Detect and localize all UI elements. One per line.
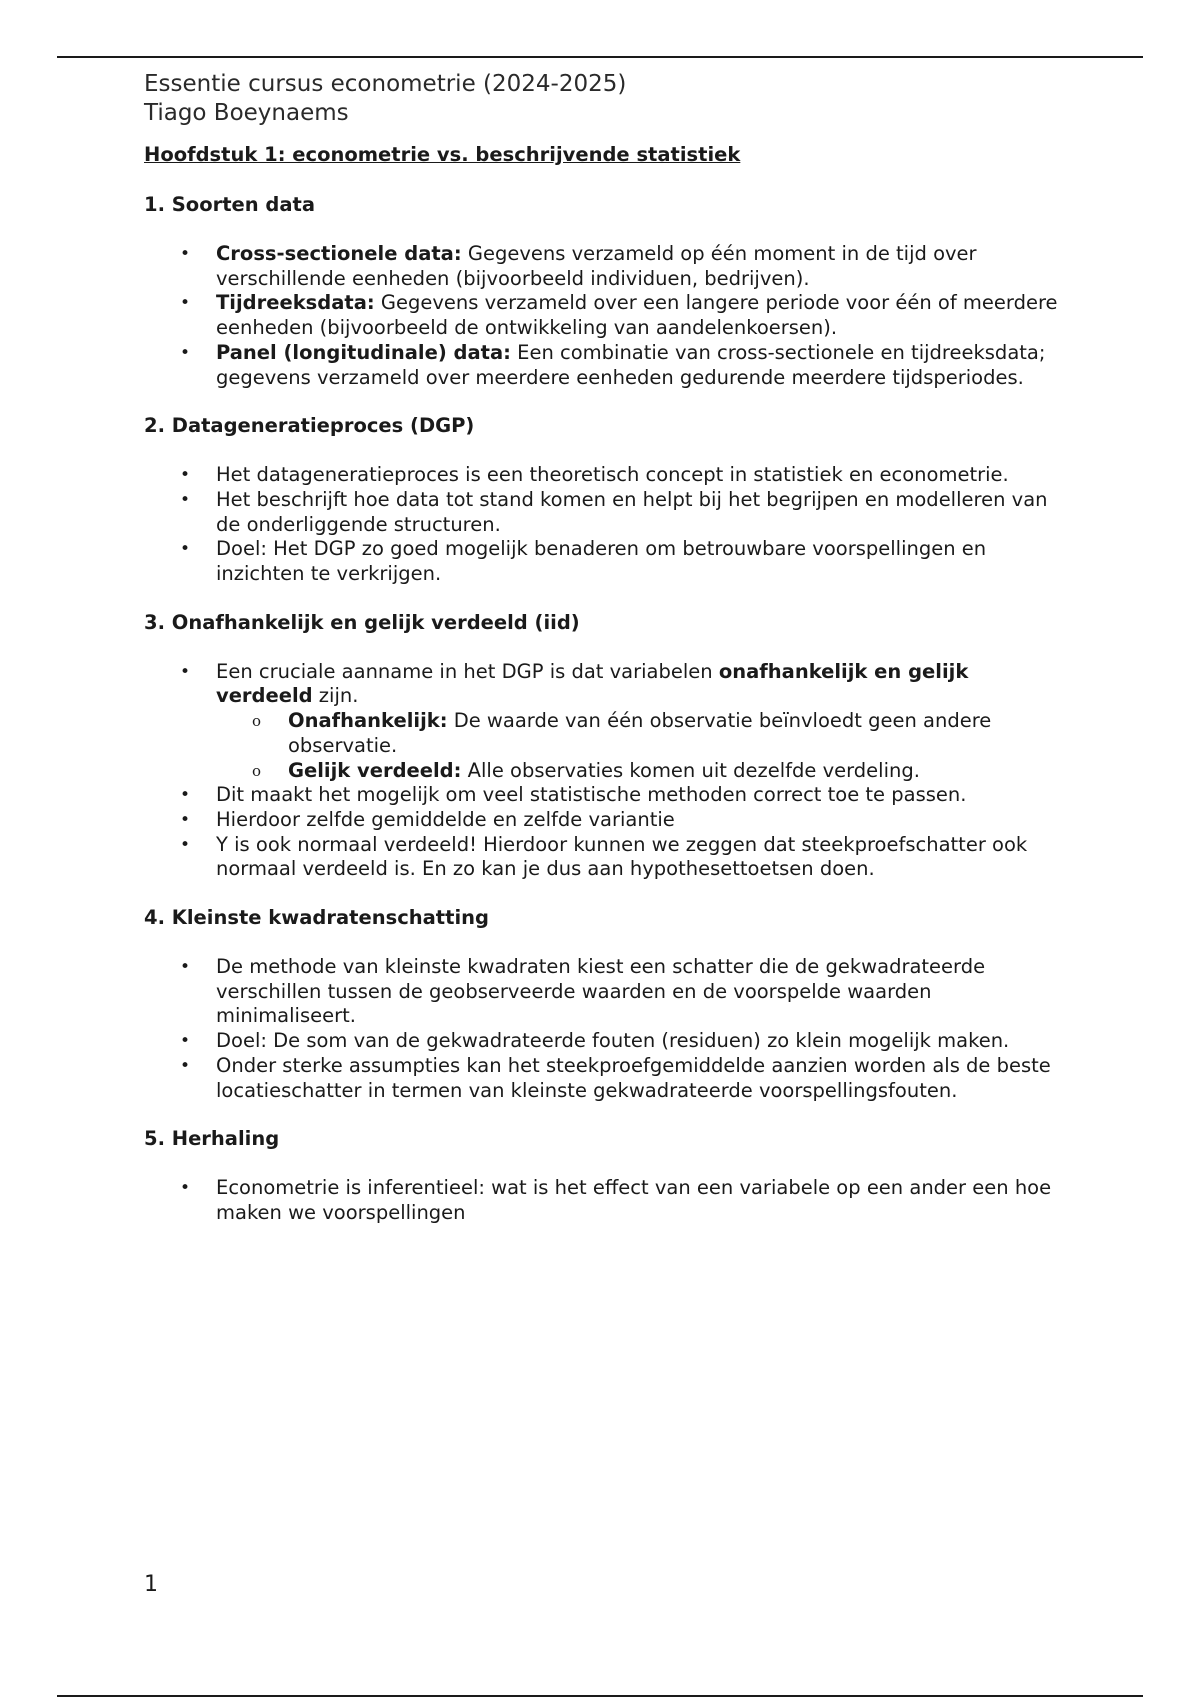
item-text: Gegevens verzameld op één moment in de tijd over verschillende eenheden (bijvoorbeeld individuen, bedrijven). [216,242,977,290]
list-item [144,1029,1064,1054]
item-text: Alle observaties komen uit dezelfde verdeling. [461,758,920,782]
item-text: Een cruciale aanname in het DGP is dat variabelen [216,659,719,683]
list-item [144,341,1064,390]
document-title: Essentie cursus econometrie (2024-2025) [144,71,627,97]
bullet-icon: • [180,465,191,486]
section-heading-soorten-data: 1. Soorten data [144,193,316,216]
sub-list-item [216,759,1064,784]
bullet-icon: • [180,785,191,806]
list-item [144,537,1064,586]
item-text: Y is ook normaal verdeeld! Hierdoor kunnen we zeggen dat steekproefschatter ook normaal verdeeld is. En zo kan je dus aan hypothesettoetsen doen. [216,832,1028,881]
bullet-list [144,463,1064,587]
item-text: Dit maakt het mogelijk om veel statistische methoden correct toe te passen. [216,783,967,807]
item-bold: onafhankelijk en gelijk verdeeld [216,659,969,708]
bullet-icon: • [180,489,191,510]
bullet-list [144,660,1064,882]
item-text: Een combinatie van cross-sectionele en tijdreeksdata; gegevens verzameld over meerdere eenheden gedurende meerdere tijdsperiodes. [216,340,1046,389]
item-text: Gegevens verzameld over een langere periode voor één of meerdere eenheden (bijvoorbeeld de ontwikkeling van aandelenkoersen). [216,291,1058,340]
item-lead: Onafhankelijk: [288,709,448,733]
item-text: Hierdoor zelfde gemiddelde en zelfde variantie [216,807,675,831]
page-number: 1 [144,1572,158,1597]
list-item [144,242,1064,291]
bottom-rule [57,1695,1143,1697]
item-lead: Panel (longitudinale) data: [216,340,511,364]
bullet-icon: • [180,1178,191,1199]
section-heading-herhaling: 5. Herhaling [144,1127,280,1151]
item-text: Onder sterke assumpties kan het steekproefgemiddelde aanzien worden als de beste locatieschatter in termen van kleinste gekwadrateerde voorspellingsfouten. [216,1053,1051,1102]
list-item [144,291,1064,340]
sub-list [216,709,1064,783]
sub-list-item [216,709,1064,758]
list-item [144,1176,1064,1225]
bullet-icon: • [180,661,191,682]
item-text: Doel: De som van de gekwadrateerde fouten (residuen) zo klein mogelijk maken. [216,1029,1010,1053]
bullet-icon: • [180,1031,191,1052]
section-heading-kleinste-kwadraten: 4. Kleinste kwadratenschatting [144,906,489,930]
section-heading-iid: 3. Onafhankelijk en gelijk verdeeld (iid) [144,610,580,634]
section-heading-dgp: 2. Datageneratieproces (DGP) [144,414,475,438]
item-text: Het beschrijft hoe data tot stand komen en helpt bij het begrijpen en modelleren van de onderliggende structuren. [216,487,1048,536]
bullet-icon: • [180,293,191,314]
bullet-icon: • [180,809,191,830]
list-item [144,955,1064,1029]
item-text: Doel: Het DGP zo goed mogelijk benaderen om betrouwbare voorspellingen en inzichten te verkrijgen. [216,537,987,586]
document-author: Tiago Boeynaems [144,100,349,126]
bullet-list [144,1176,1064,1225]
bullet-icon: • [180,1055,191,1076]
list-item [144,808,1064,833]
sub-bullet-icon: o [252,712,262,731]
list-item [144,463,1064,488]
item-lead: Cross-sectionele data: [216,242,462,265]
bullet-list [144,242,1064,390]
bullet-icon: • [180,834,191,855]
list-item [144,783,1064,808]
list-item [144,660,1064,784]
top-rule [57,56,1143,58]
bullet-icon: • [180,957,191,978]
list-item [144,833,1064,882]
bullet-icon: • [180,342,191,363]
list-item [144,488,1064,537]
chapter-title: Hoofdstuk 1: econometrie vs. beschrijvende statistiek [144,143,741,166]
bullet-icon: • [180,539,191,560]
sub-bullet-icon: o [252,761,262,780]
item-lead: Tijdreeksdata: [216,291,375,315]
item-lead: Gelijk verdeeld: [288,758,462,782]
item-text: De methode van kleinste kwadraten kiest een schatter die de gekwadrateerde verschillen tussen de geobserveerde waarden en de voorspelde waarden minimaliseert. [216,955,986,1028]
list-item [144,1054,1064,1103]
item-text: zijn. [312,684,359,708]
item-text: Econometrie is inferentieel: wat is het effect van een variabele op een ander een hoe maken we voorspellingen [216,1176,1052,1224]
document-page [144,70,1064,1226]
bullet-list [144,955,1064,1103]
bullet-icon: • [180,244,191,264]
item-text: De waarde van één observatie beïnvloedt geen andere observatie. [288,709,992,757]
item-text: Het datageneratieproces is een theoretisch concept in statistiek en econometrie. [216,463,1009,487]
